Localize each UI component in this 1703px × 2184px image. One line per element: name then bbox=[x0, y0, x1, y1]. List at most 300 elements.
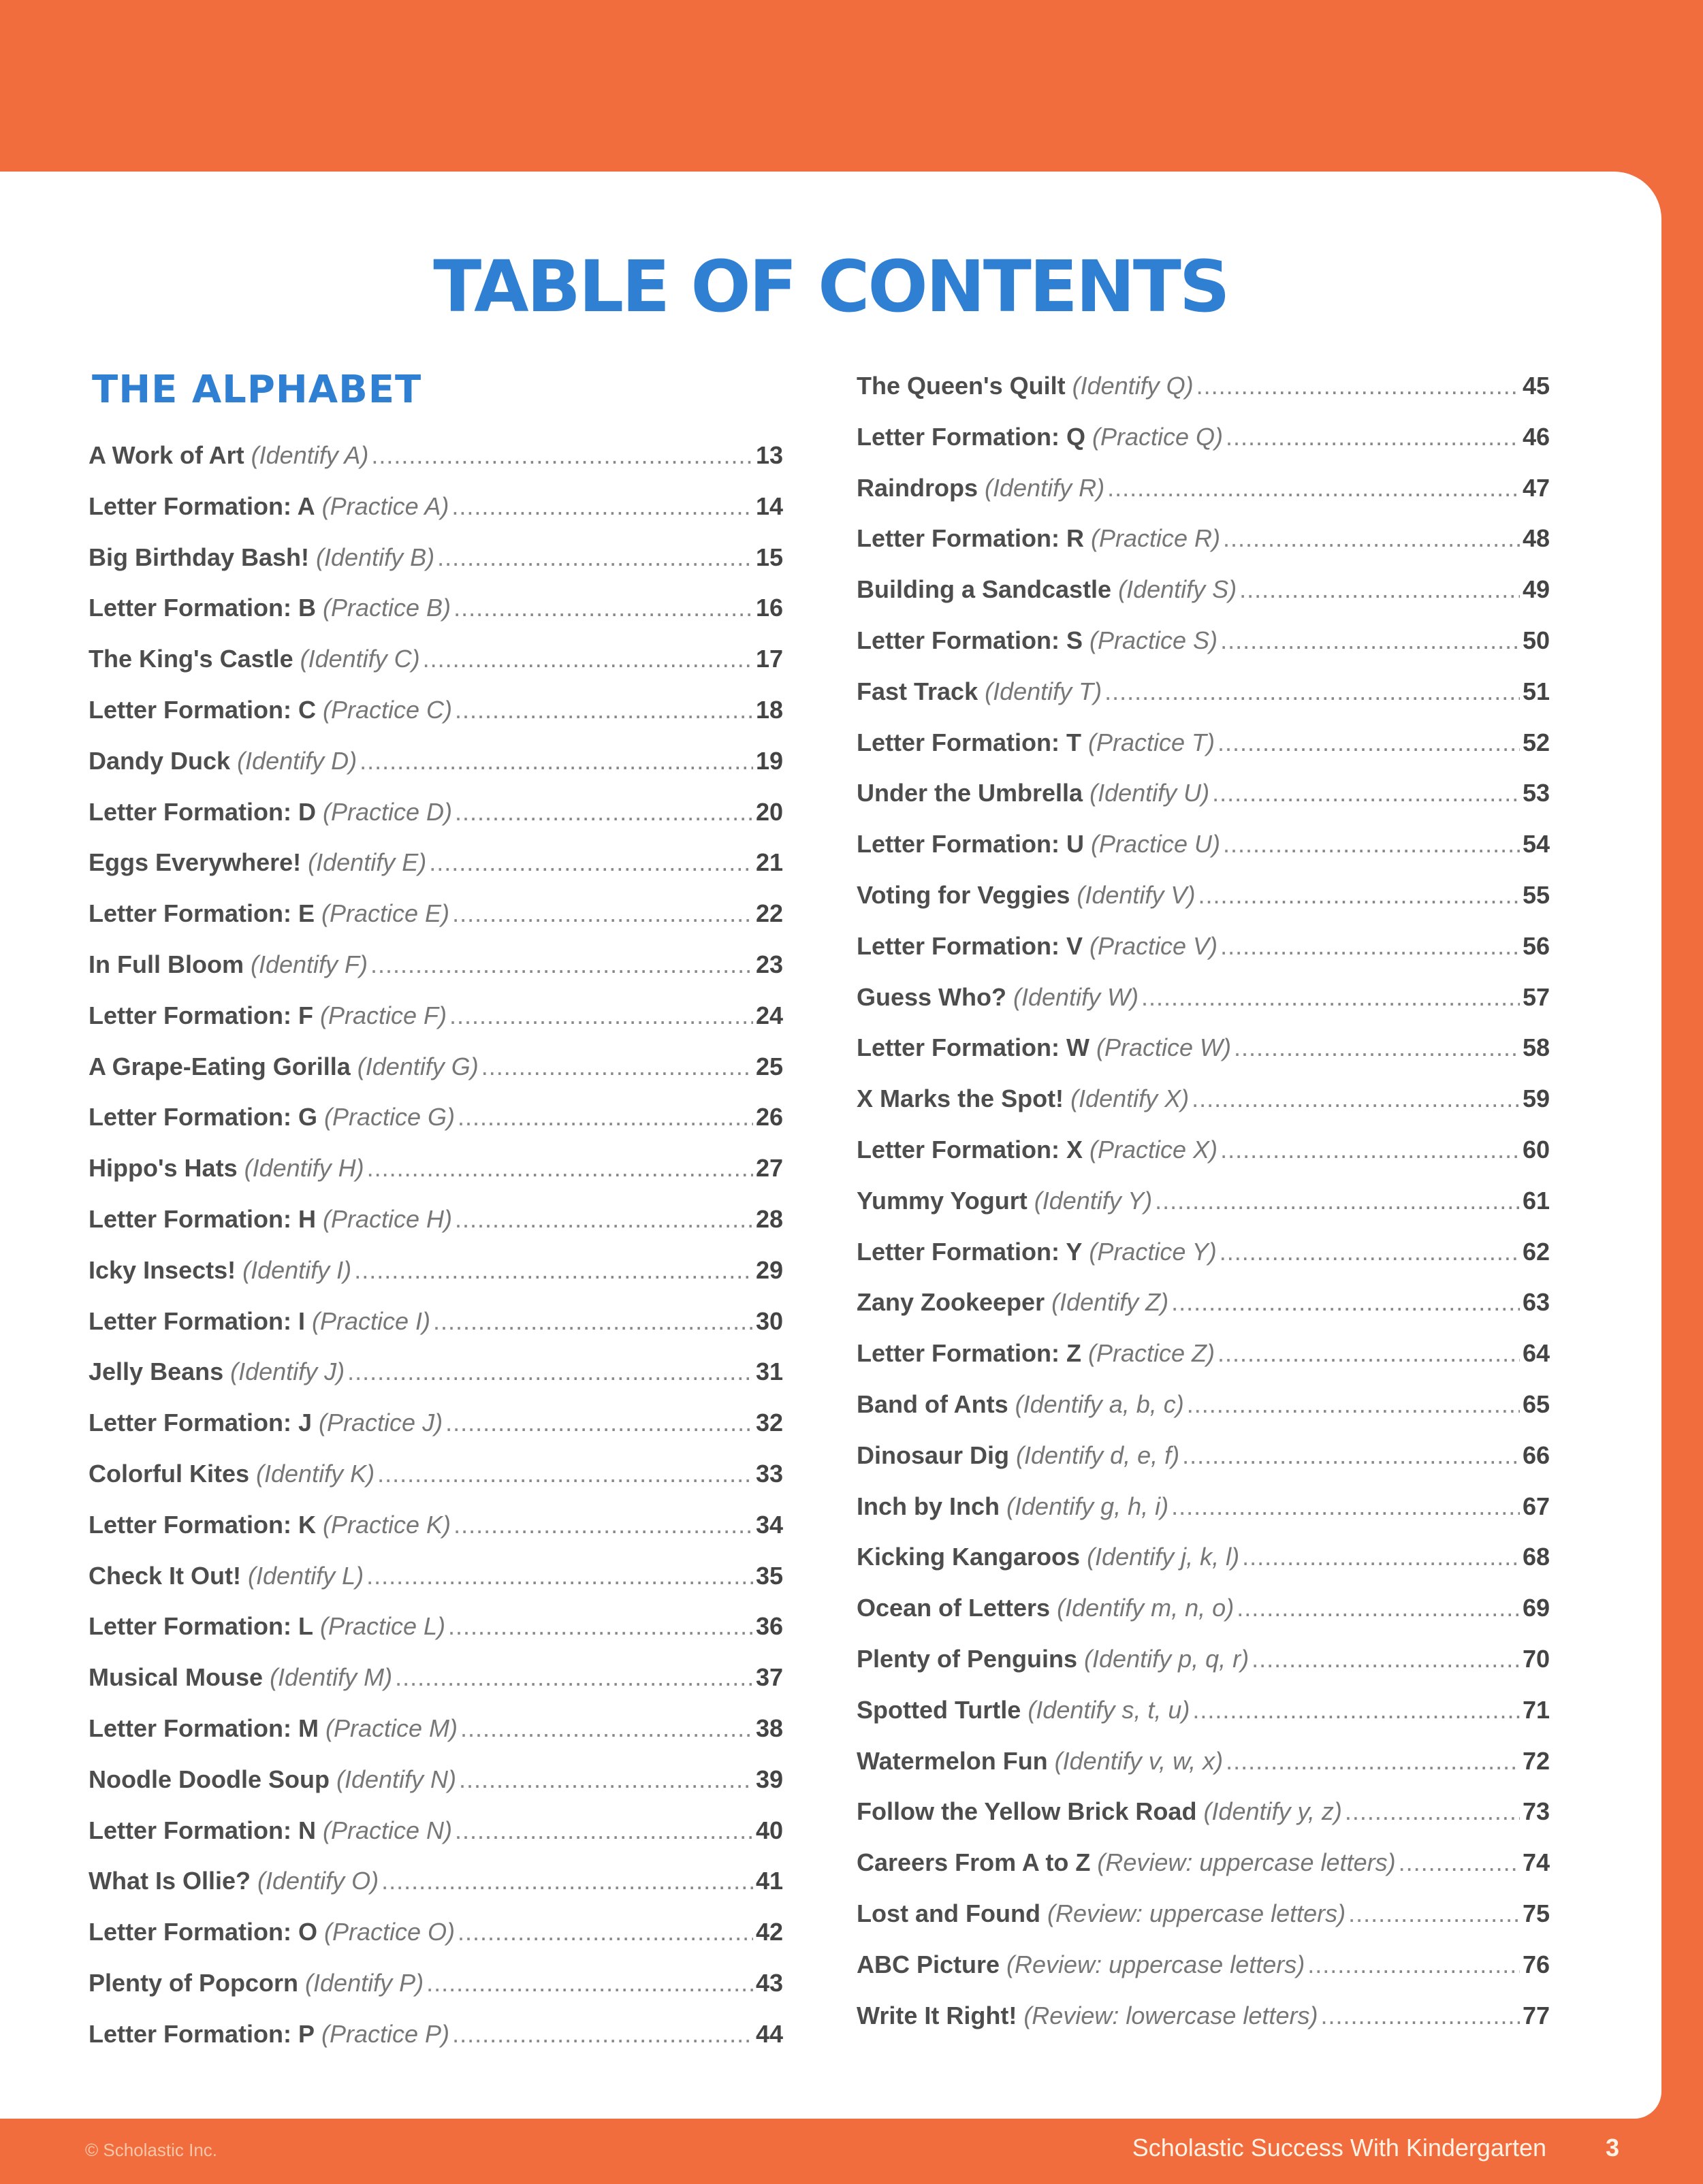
toc-entry[interactable] bbox=[857, 1747, 1550, 1798]
entry-page: 14 bbox=[755, 492, 783, 520]
entry-title: Letter Formation: Q bbox=[857, 422, 1086, 451]
dot-leader bbox=[1237, 1594, 1520, 1622]
toc-entry[interactable] bbox=[89, 1154, 783, 1205]
entry-subtitle: (Identify U) bbox=[1089, 779, 1210, 807]
toc-entry[interactable] bbox=[89, 1001, 783, 1053]
entry-title: Letter Formation: X bbox=[857, 1135, 1083, 1163]
entry-page: 43 bbox=[755, 1968, 783, 1997]
entry-subtitle: (Identify O) bbox=[257, 1867, 379, 1895]
toc-entry[interactable] bbox=[857, 372, 1550, 423]
toc-entry[interactable] bbox=[857, 1899, 1550, 1950]
entry-subtitle: (Identify E) bbox=[308, 848, 427, 877]
entry-title: Fast Track bbox=[857, 677, 978, 705]
entry-title: Letter Formation: K bbox=[89, 1510, 317, 1539]
entry-subtitle: (Identify X) bbox=[1070, 1085, 1190, 1113]
dot-leader bbox=[381, 1867, 753, 1895]
toc-entry[interactable] bbox=[857, 1187, 1550, 1238]
toc-entry[interactable] bbox=[89, 1765, 783, 1816]
entry-page: 35 bbox=[755, 1561, 783, 1590]
entry-title: X Marks the Spot! bbox=[857, 1085, 1064, 1113]
entry-page: 18 bbox=[755, 695, 783, 724]
entry-page: 29 bbox=[755, 1255, 783, 1284]
entry-subtitle: (Practice R) bbox=[1091, 524, 1221, 553]
entry-subtitle: (Practice W) bbox=[1096, 1033, 1231, 1062]
entry-title: What Is Ollie? bbox=[89, 1867, 251, 1895]
entry-page: 68 bbox=[1522, 1543, 1550, 1571]
entry-title: Inch by Inch bbox=[857, 1492, 1000, 1520]
entry-subtitle: (Identify v, w, x) bbox=[1054, 1746, 1224, 1775]
toc-entry[interactable] bbox=[89, 1918, 783, 1969]
entry-subtitle: (Practice A) bbox=[321, 492, 449, 520]
copyright: © Scholastic Inc. bbox=[85, 2140, 218, 2160]
toc-entry[interactable] bbox=[89, 747, 783, 798]
toc-entry[interactable] bbox=[857, 1950, 1550, 2002]
entry-page: 45 bbox=[1522, 372, 1550, 400]
entry-title: A Grape-Eating Gorilla bbox=[89, 1052, 351, 1080]
entry-page: 30 bbox=[755, 1306, 783, 1335]
dot-leader bbox=[1220, 1238, 1520, 1266]
toc-entry[interactable] bbox=[89, 1969, 783, 2020]
dot-leader bbox=[1104, 677, 1520, 706]
toc-entry[interactable] bbox=[89, 1663, 783, 1714]
dot-leader bbox=[347, 1358, 753, 1386]
toc-entry[interactable] bbox=[89, 1358, 783, 1409]
entry-title: Letter Formation: O bbox=[89, 1918, 318, 1946]
entry-subtitle: (Identify y, z) bbox=[1203, 1797, 1342, 1826]
entry-page: 72 bbox=[1522, 1746, 1550, 1775]
entry-page: 67 bbox=[1522, 1492, 1550, 1520]
entry-subtitle: (Identify C) bbox=[300, 645, 420, 673]
entry-subtitle: (Practice F) bbox=[320, 1001, 447, 1029]
entry-page: 74 bbox=[1522, 1848, 1550, 1877]
entry-page: 76 bbox=[1522, 1950, 1550, 1978]
toc-entry[interactable] bbox=[857, 2002, 1550, 2053]
toc-entry[interactable] bbox=[857, 1645, 1550, 1696]
entry-subtitle: (Identify Y) bbox=[1034, 1186, 1153, 1215]
toc-entry[interactable] bbox=[89, 1460, 783, 1511]
entry-title: Letter Formation: R bbox=[857, 524, 1085, 553]
toc-entry[interactable] bbox=[89, 1714, 783, 1765]
dot-leader bbox=[452, 899, 753, 928]
entry-title: Letter Formation: N bbox=[89, 1816, 317, 1844]
toc-entry[interactable] bbox=[89, 1103, 783, 1154]
entry-page: 42 bbox=[755, 1918, 783, 1946]
toc-entry[interactable] bbox=[89, 899, 783, 950]
toc-entry[interactable] bbox=[857, 932, 1550, 983]
entry-page: 23 bbox=[755, 950, 783, 978]
dot-leader bbox=[1171, 1288, 1520, 1317]
toc-entry[interactable] bbox=[89, 696, 783, 747]
entry-subtitle: (Identify D) bbox=[237, 746, 357, 775]
entry-title: Guess Who? bbox=[857, 982, 1007, 1011]
toc-entry[interactable] bbox=[89, 594, 783, 645]
toc-entry[interactable] bbox=[857, 1390, 1550, 1441]
entry-title: Zany Zookeeper bbox=[857, 1288, 1045, 1317]
entry-title: Dandy Duck bbox=[89, 746, 231, 775]
dot-leader bbox=[1348, 1899, 1520, 1928]
entry-title: Voting for Veggies bbox=[857, 880, 1070, 909]
entry-page: 36 bbox=[755, 1612, 783, 1641]
entry-subtitle: (Review: lowercase letters) bbox=[1023, 2001, 1318, 2029]
entry-title: Dinosaur Dig bbox=[857, 1441, 1010, 1469]
toc-entry[interactable] bbox=[857, 1848, 1550, 1899]
entry-page: 44 bbox=[755, 2019, 783, 2048]
entry-subtitle: (Practice N) bbox=[323, 1816, 453, 1844]
toc-entry[interactable] bbox=[857, 1085, 1550, 1136]
toc-entry[interactable] bbox=[857, 1033, 1550, 1085]
dot-leader bbox=[455, 1816, 753, 1845]
entry-page: 38 bbox=[755, 1714, 783, 1742]
entry-title: Letter Formation: V bbox=[857, 931, 1083, 960]
dot-leader bbox=[448, 1612, 753, 1641]
dot-leader bbox=[437, 543, 753, 572]
entry-title: Big Birthday Bash! bbox=[89, 543, 310, 571]
entry-page: 63 bbox=[1522, 1288, 1550, 1317]
section-heading: THE ALPHABET bbox=[92, 368, 422, 412]
entry-subtitle: (Practice L) bbox=[320, 1612, 446, 1641]
toc-right-column bbox=[857, 372, 1550, 2052]
entry-subtitle: (Practice E) bbox=[321, 899, 450, 928]
entry-page: 71 bbox=[1522, 1695, 1550, 1724]
entry-page: 16 bbox=[755, 594, 783, 622]
dot-leader bbox=[1182, 1441, 1520, 1470]
entry-page: 46 bbox=[1522, 422, 1550, 451]
entry-subtitle: (Identify j, k, l) bbox=[1087, 1543, 1240, 1571]
toc-entry[interactable] bbox=[857, 1238, 1550, 1289]
dot-leader bbox=[360, 747, 753, 775]
dot-leader bbox=[1223, 524, 1520, 553]
dot-leader bbox=[455, 798, 753, 826]
toc-entry[interactable] bbox=[857, 728, 1550, 780]
entry-subtitle: (Review: uppercase letters) bbox=[1047, 1899, 1346, 1927]
entry-subtitle: (Practice B) bbox=[323, 594, 451, 622]
toc-entry[interactable] bbox=[857, 677, 1550, 728]
toc-entry[interactable] bbox=[89, 2020, 783, 2071]
entry-subtitle: (Identify S) bbox=[1118, 575, 1237, 604]
toc-entry[interactable] bbox=[89, 1867, 783, 1918]
entry-subtitle: (Identify p, q, r) bbox=[1084, 1644, 1250, 1673]
entry-title: Raindrops bbox=[857, 473, 978, 502]
entry-subtitle: (Practice Q) bbox=[1092, 422, 1224, 451]
toc-entry[interactable] bbox=[857, 1492, 1550, 1543]
dot-leader bbox=[1226, 1747, 1520, 1776]
entry-title: ABC Picture bbox=[857, 1950, 1000, 1978]
entry-title: Spotted Turtle bbox=[857, 1695, 1021, 1724]
toc-entry[interactable] bbox=[89, 950, 783, 1001]
entry-page: 26 bbox=[755, 1103, 783, 1131]
dot-leader bbox=[1345, 1797, 1520, 1826]
entry-title: Letter Formation: G bbox=[89, 1103, 318, 1131]
entry-page: 39 bbox=[755, 1765, 783, 1793]
entry-title: Noodle Doodle Soup bbox=[89, 1765, 330, 1793]
dot-leader bbox=[1171, 1492, 1520, 1521]
toc-entry[interactable] bbox=[857, 474, 1550, 525]
entry-page: 47 bbox=[1522, 473, 1550, 502]
entry-title: Letter Formation: J bbox=[89, 1409, 313, 1437]
entry-title: Careers From A to Z bbox=[857, 1848, 1091, 1877]
entry-page: 75 bbox=[1522, 1899, 1550, 1927]
dot-leader bbox=[370, 950, 753, 979]
dot-leader bbox=[1220, 932, 1520, 961]
entry-title: Kicking Kangaroos bbox=[857, 1543, 1081, 1571]
dot-leader bbox=[451, 492, 753, 521]
dot-leader bbox=[455, 1205, 753, 1234]
dot-leader bbox=[1242, 1543, 1520, 1571]
toc-entry[interactable] bbox=[89, 798, 783, 849]
entry-subtitle: (Practice D) bbox=[323, 797, 453, 826]
dot-leader bbox=[1252, 1645, 1520, 1673]
entry-title: Letter Formation: S bbox=[857, 626, 1083, 654]
entry-title: Plenty of Popcorn bbox=[89, 1968, 299, 1997]
dot-leader bbox=[377, 1460, 753, 1488]
entry-title: Letter Formation: B bbox=[89, 594, 317, 622]
entry-title: Icky Insects! bbox=[89, 1255, 236, 1284]
entry-subtitle: (Practice V) bbox=[1089, 931, 1218, 960]
toc-entry[interactable] bbox=[89, 1307, 783, 1358]
toc-entry[interactable] bbox=[89, 1612, 783, 1663]
entry-page: 66 bbox=[1522, 1441, 1550, 1469]
dot-leader bbox=[481, 1053, 753, 1081]
entry-subtitle: (Identify T) bbox=[985, 677, 1102, 705]
entry-title: Letter Formation: U bbox=[857, 830, 1085, 858]
entry-subtitle: (Practice S) bbox=[1089, 626, 1218, 654]
entry-page: 40 bbox=[755, 1816, 783, 1844]
toc-entry[interactable] bbox=[857, 1288, 1550, 1339]
entry-page: 17 bbox=[755, 645, 783, 673]
entry-subtitle: (Identify P) bbox=[305, 1968, 424, 1997]
dot-leader bbox=[1226, 423, 1520, 451]
entry-subtitle: (Identify F) bbox=[250, 950, 368, 978]
entry-subtitle: (Identify A) bbox=[251, 441, 369, 469]
toc-entry[interactable] bbox=[857, 1339, 1550, 1390]
entry-title: Jelly Beans bbox=[89, 1358, 224, 1386]
entry-page: 55 bbox=[1522, 880, 1550, 909]
entry-subtitle: (Practice T) bbox=[1088, 728, 1215, 756]
entry-subtitle: (Identify G) bbox=[357, 1052, 479, 1080]
entry-title: The King's Castle bbox=[89, 645, 293, 673]
entry-subtitle: (Review: uppercase letters) bbox=[1097, 1848, 1396, 1877]
entry-page: 57 bbox=[1522, 982, 1550, 1011]
entry-page: 64 bbox=[1522, 1339, 1550, 1368]
entry-page: 48 bbox=[1522, 524, 1550, 553]
entry-title: Letter Formation: E bbox=[89, 899, 315, 928]
toc-left-column bbox=[89, 441, 783, 2071]
entry-title: Letter Formation: T bbox=[857, 728, 1081, 756]
toc-entry[interactable] bbox=[857, 983, 1550, 1034]
toc-entry[interactable] bbox=[89, 1256, 783, 1307]
entry-title: The Queen's Quilt bbox=[857, 372, 1066, 400]
entry-subtitle: (Identify Q) bbox=[1072, 372, 1194, 400]
dot-leader bbox=[1217, 1339, 1520, 1368]
entry-subtitle: (Identify V) bbox=[1077, 880, 1196, 909]
entry-title: Letter Formation: C bbox=[89, 695, 317, 724]
entry-page: 28 bbox=[755, 1204, 783, 1233]
entry-title: Ocean of Letters bbox=[857, 1594, 1051, 1622]
entry-title: Colorful Kites bbox=[89, 1459, 250, 1488]
entry-subtitle: (Identify g, h, i) bbox=[1006, 1492, 1169, 1520]
toc-entry[interactable] bbox=[89, 1053, 783, 1104]
toc-entry[interactable] bbox=[89, 1205, 783, 1256]
dot-leader bbox=[445, 1409, 753, 1437]
toc-entry[interactable] bbox=[89, 848, 783, 899]
entry-title: Letter Formation: Z bbox=[857, 1339, 1081, 1368]
entry-page: 59 bbox=[1522, 1085, 1550, 1113]
entry-title: Letter Formation: W bbox=[857, 1033, 1089, 1062]
entry-title: Letter Formation: D bbox=[89, 797, 317, 826]
entry-subtitle: (Practice X) bbox=[1089, 1135, 1218, 1163]
entry-page: 13 bbox=[755, 441, 783, 469]
toc-entry[interactable] bbox=[857, 423, 1550, 474]
dot-leader bbox=[1220, 626, 1520, 655]
entry-title: Letter Formation: P bbox=[89, 2019, 315, 2048]
entry-title: Write It Right! bbox=[857, 2001, 1017, 2029]
dot-leader bbox=[1196, 372, 1520, 400]
entry-page: 37 bbox=[755, 1663, 783, 1692]
toc-entry[interactable] bbox=[89, 1511, 783, 1562]
dot-leader bbox=[458, 1103, 753, 1131]
entry-page: 61 bbox=[1522, 1186, 1550, 1215]
dot-leader bbox=[395, 1663, 753, 1692]
toc-entry[interactable] bbox=[857, 1797, 1550, 1848]
entry-page: 65 bbox=[1522, 1390, 1550, 1418]
entry-page: 24 bbox=[755, 1001, 783, 1029]
toc-entry[interactable] bbox=[89, 1562, 783, 1613]
entry-page: 27 bbox=[755, 1154, 783, 1183]
entry-subtitle: (Identify H) bbox=[244, 1154, 364, 1183]
entry-title: Letter Formation: F bbox=[89, 1001, 313, 1029]
dot-leader bbox=[433, 1307, 753, 1336]
entry-title: Lost and Found bbox=[857, 1899, 1040, 1927]
entry-subtitle: (Practice P) bbox=[321, 2019, 450, 2048]
toc-entry[interactable] bbox=[857, 881, 1550, 932]
dot-leader bbox=[1187, 1390, 1520, 1419]
toc-entry[interactable] bbox=[89, 441, 783, 492]
entry-subtitle: (Practice K) bbox=[323, 1510, 451, 1539]
entry-subtitle: (Practice J) bbox=[319, 1409, 443, 1437]
dot-leader bbox=[423, 645, 753, 673]
entry-subtitle: (Practice C) bbox=[323, 695, 453, 724]
dot-leader bbox=[367, 1154, 753, 1183]
entry-page: 62 bbox=[1522, 1237, 1550, 1266]
entry-title: Letter Formation: M bbox=[89, 1714, 319, 1742]
entry-title: Letter Formation: Y bbox=[857, 1237, 1083, 1266]
toc-entry[interactable] bbox=[89, 645, 783, 696]
dot-leader bbox=[452, 2020, 753, 2049]
entry-page: 54 bbox=[1522, 830, 1550, 858]
dot-leader bbox=[455, 696, 753, 724]
entry-subtitle: (Practice Y) bbox=[1089, 1237, 1217, 1266]
entry-page: 70 bbox=[1522, 1644, 1550, 1673]
entry-subtitle: (Practice U) bbox=[1091, 830, 1221, 858]
dot-leader bbox=[366, 1562, 753, 1590]
page-title: TABLE OF CONTENTS bbox=[433, 245, 1228, 328]
entry-page: 20 bbox=[755, 797, 783, 826]
entry-subtitle: (Identify L) bbox=[248, 1561, 364, 1590]
entry-title: Band of Ants bbox=[857, 1390, 1008, 1418]
entry-subtitle: (Identify B) bbox=[316, 543, 435, 571]
dot-leader bbox=[1223, 830, 1520, 858]
dot-leader bbox=[453, 594, 753, 622]
entry-title: Hippo's Hats bbox=[89, 1154, 238, 1183]
entry-page: 25 bbox=[755, 1052, 783, 1080]
entry-subtitle: (Identify N) bbox=[336, 1765, 457, 1793]
entry-subtitle: (Review: uppercase letters) bbox=[1006, 1950, 1305, 1978]
entry-title: Eggs Everywhere! bbox=[89, 848, 302, 877]
entry-page: 21 bbox=[755, 848, 783, 877]
entry-title: A Work of Art bbox=[89, 441, 244, 469]
entry-page: 73 bbox=[1522, 1797, 1550, 1826]
entry-page: 51 bbox=[1522, 677, 1550, 705]
entry-subtitle: (Identify m, n, o) bbox=[1057, 1594, 1235, 1622]
entry-page: 15 bbox=[755, 543, 783, 571]
entry-title: Plenty of Penguins bbox=[857, 1644, 1078, 1673]
entry-subtitle: (Practice Z) bbox=[1088, 1339, 1215, 1368]
entry-subtitle: (Identify R) bbox=[985, 473, 1105, 502]
dot-leader bbox=[1234, 1033, 1520, 1062]
entry-subtitle: (Identify W) bbox=[1013, 982, 1139, 1011]
dot-leader bbox=[459, 1765, 753, 1794]
toc-entry[interactable] bbox=[857, 1543, 1550, 1594]
entry-title: Letter Formation: I bbox=[89, 1306, 306, 1335]
toc-entry[interactable] bbox=[89, 492, 783, 543]
dot-leader bbox=[1192, 1085, 1520, 1113]
entry-title: Follow the Yellow Brick Road bbox=[857, 1797, 1197, 1826]
dot-leader bbox=[1217, 728, 1520, 757]
entry-page: 69 bbox=[1522, 1594, 1550, 1622]
entry-page: 56 bbox=[1522, 931, 1550, 960]
entry-page: 32 bbox=[755, 1409, 783, 1437]
toc-entry[interactable] bbox=[857, 1594, 1550, 1645]
page-number: 3 bbox=[1606, 2134, 1620, 2162]
entry-title: Letter Formation: L bbox=[89, 1612, 313, 1641]
dot-leader bbox=[1192, 1696, 1520, 1724]
toc-entry[interactable] bbox=[857, 830, 1550, 881]
toc-entry[interactable] bbox=[89, 543, 783, 594]
entry-subtitle: (Identify a, b, c) bbox=[1015, 1390, 1184, 1418]
toc-entry[interactable] bbox=[857, 1136, 1550, 1187]
entry-subtitle: (Practice G) bbox=[324, 1103, 456, 1131]
toc-entry[interactable] bbox=[857, 1441, 1550, 1492]
toc-entry[interactable] bbox=[857, 779, 1550, 830]
dot-leader bbox=[1220, 1136, 1520, 1164]
dot-leader bbox=[354, 1256, 753, 1285]
dot-leader bbox=[449, 1001, 753, 1030]
entry-page: 22 bbox=[755, 899, 783, 928]
entry-page: 77 bbox=[1522, 2001, 1550, 2029]
dot-leader bbox=[453, 1511, 753, 1539]
toc-entry[interactable] bbox=[857, 1696, 1550, 1747]
book-title: Scholastic Success With Kindergarten bbox=[1132, 2134, 1546, 2162]
toc-entry[interactable] bbox=[89, 1409, 783, 1460]
toc-entry[interactable] bbox=[857, 524, 1550, 575]
entry-page: 41 bbox=[755, 1867, 783, 1895]
entry-title: Musical Mouse bbox=[89, 1663, 264, 1692]
entry-page: 31 bbox=[755, 1358, 783, 1386]
toc-entry[interactable] bbox=[857, 626, 1550, 677]
toc-entry[interactable] bbox=[89, 1816, 783, 1867]
toc-entry[interactable] bbox=[857, 575, 1550, 626]
entry-subtitle: (Practice M) bbox=[325, 1714, 458, 1742]
entry-subtitle: (Identify Z) bbox=[1051, 1288, 1169, 1317]
entry-page: 49 bbox=[1522, 575, 1550, 604]
entry-title: In Full Bloom bbox=[89, 950, 244, 978]
entry-page: 50 bbox=[1522, 626, 1550, 654]
entry-title: Under the Umbrella bbox=[857, 779, 1083, 807]
entry-page: 53 bbox=[1522, 779, 1550, 807]
dot-leader bbox=[1307, 1950, 1520, 1979]
dot-leader bbox=[371, 441, 753, 470]
entry-title: Letter Formation: H bbox=[89, 1204, 317, 1233]
